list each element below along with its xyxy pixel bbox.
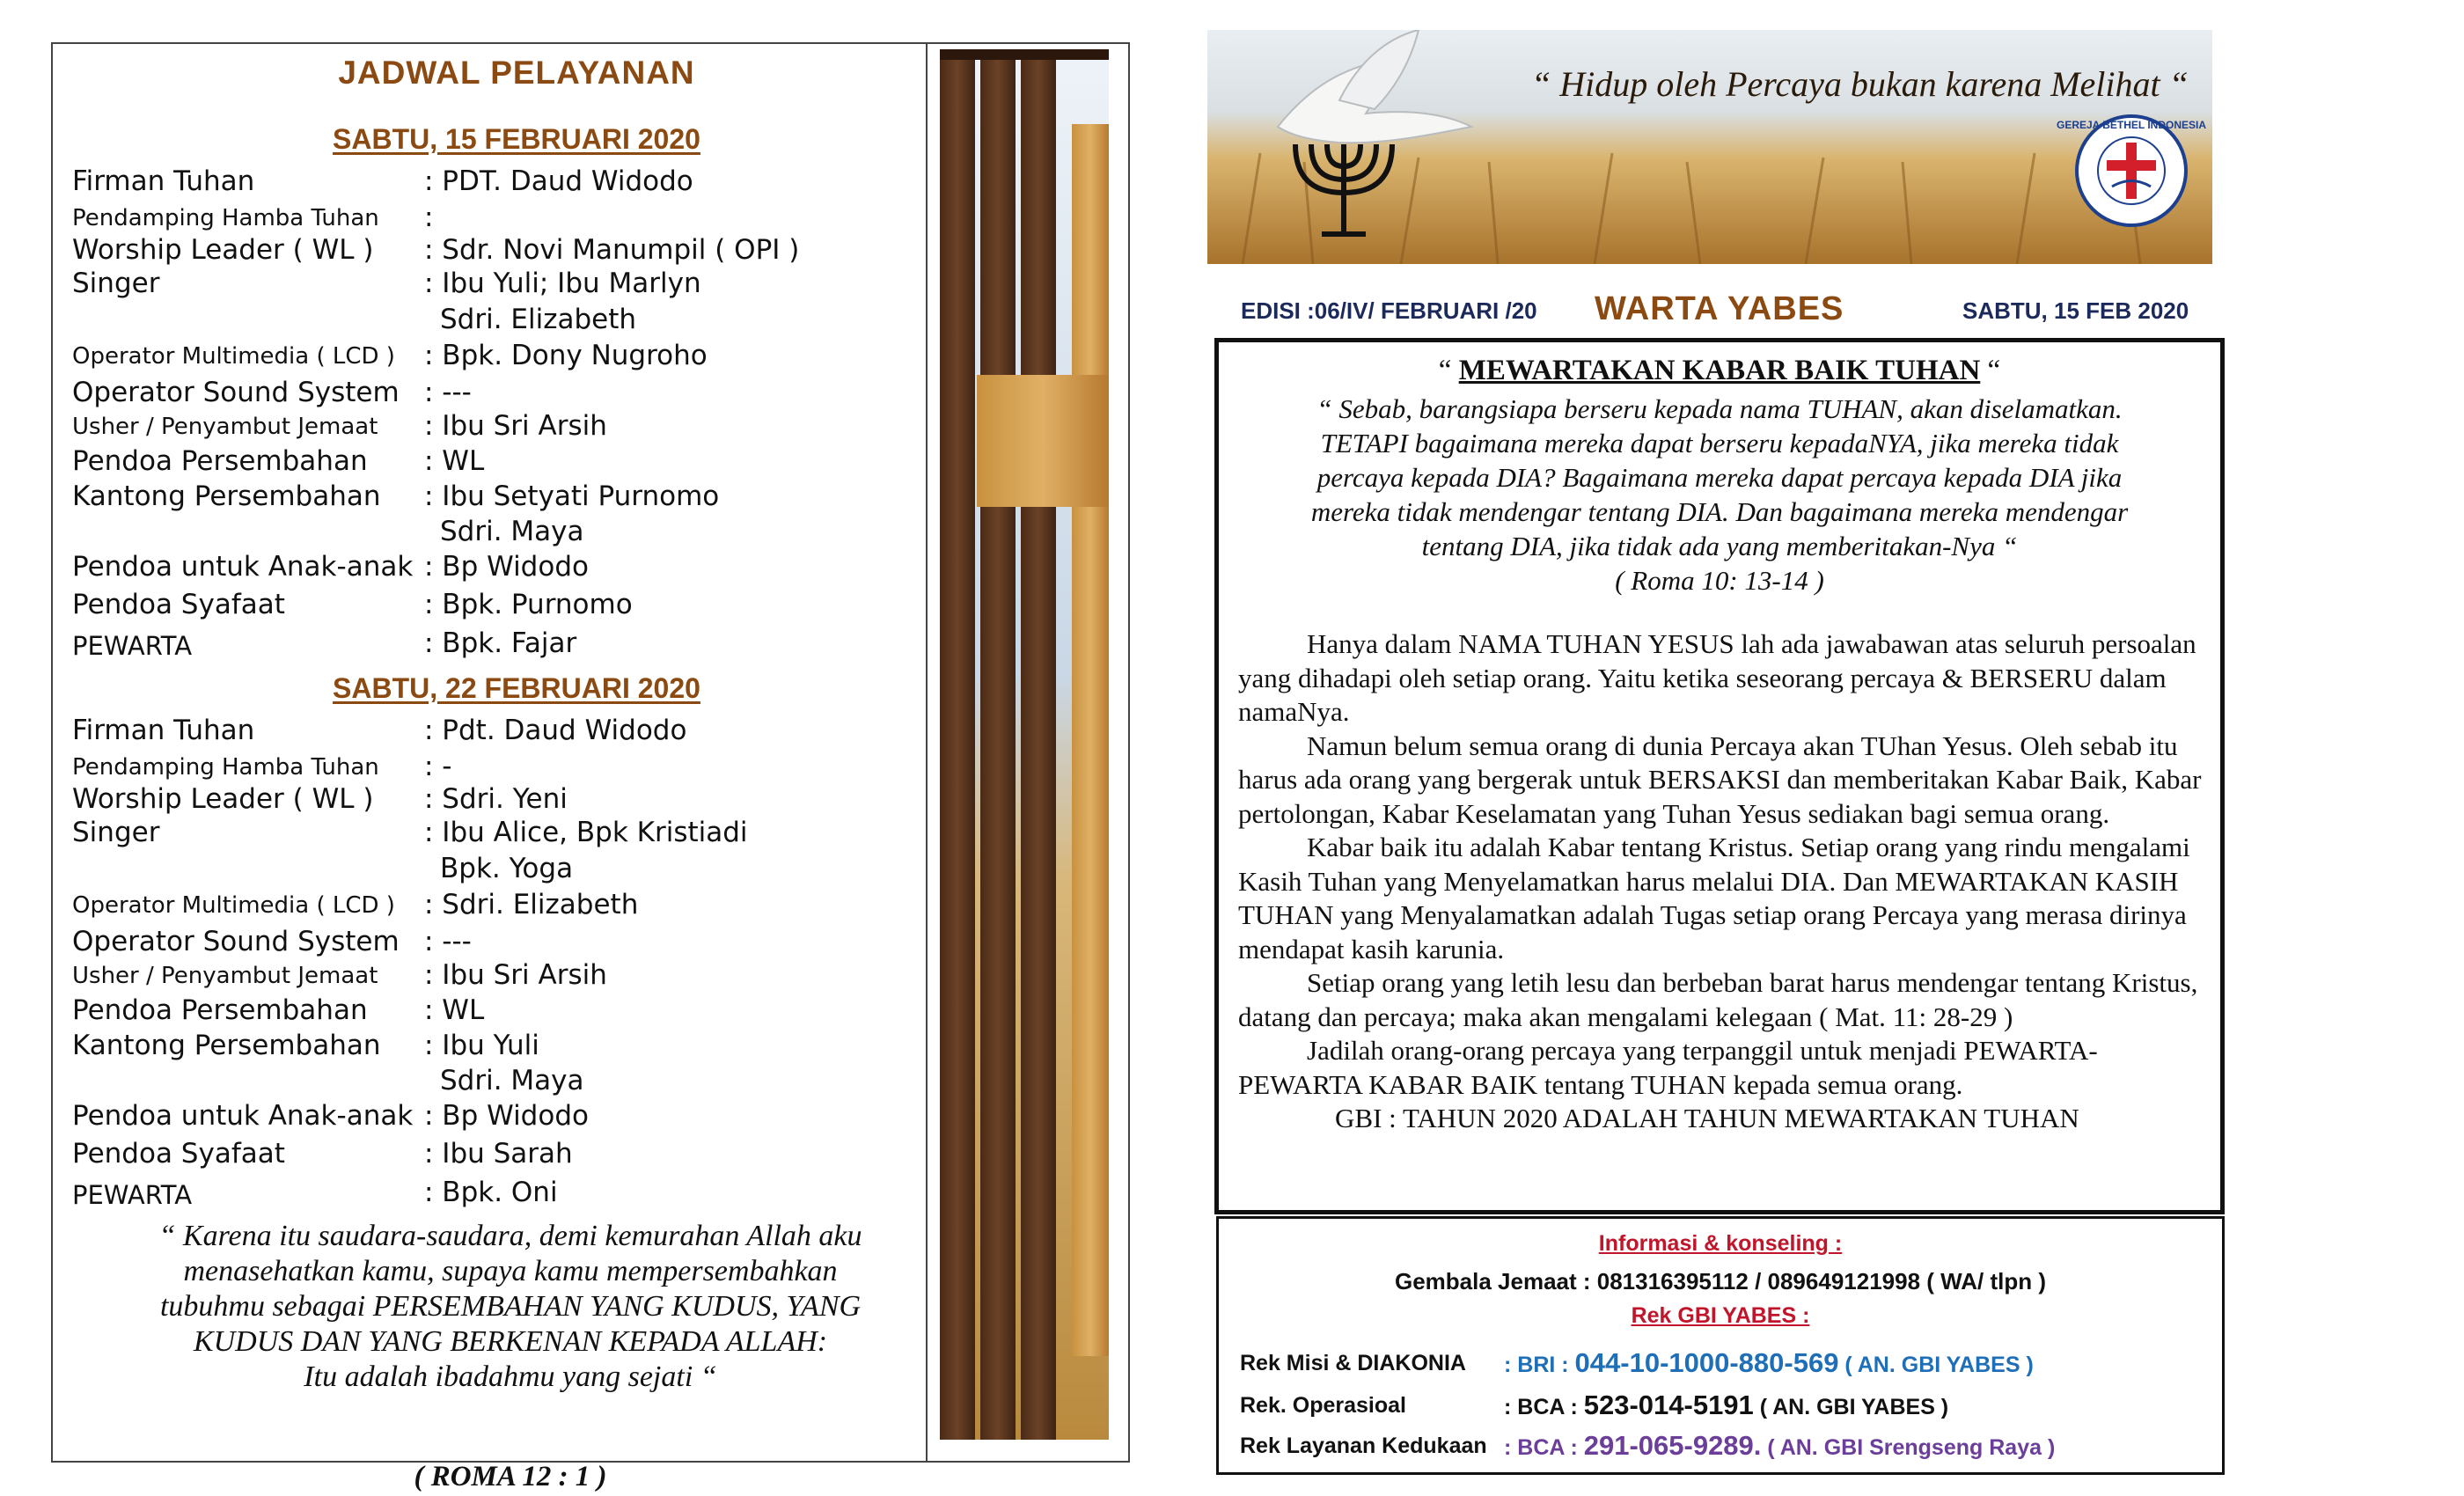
role-label: Pendoa Persembahan: [72, 445, 368, 477]
bank-account-row: [1219, 1347, 2222, 1382]
schedule-row: [72, 959, 961, 993]
role-value: : Bpk. Oni: [424, 1177, 558, 1208]
role-label: Pendoa Syafaat: [72, 589, 285, 620]
info-box: [1216, 1216, 2225, 1475]
account-label: Rek Misi & DIAKONIA: [1240, 1351, 1466, 1375]
account-holder: ( AN. GBI Srengseng Raya ): [1761, 1435, 2056, 1460]
info-heading: Informasi & konseling :: [1598, 1231, 1843, 1256]
schedule-row: [72, 783, 961, 817]
role-label: Pendamping Hamba Tuhan: [72, 754, 379, 781]
message-verse-line: mereka tidak mendengar tentang DIA. Dan bagaimana mereka mendengar: [1310, 496, 2129, 527]
role-label: Operator Multimedia ( LCD ): [72, 343, 395, 370]
bank-name: : BCA :: [1504, 1395, 1584, 1419]
message-verse-line: percaya kepada DIA? Bagaimana mereka dapat percaya kepada DIA jika: [1316, 462, 2123, 493]
verse-line: Itu adalah ibadahmu yang sejati “: [304, 1360, 717, 1393]
schedule-row: [72, 410, 961, 444]
role-value: : Bp Widodo: [424, 1100, 589, 1132]
role-value: Sdri. Maya: [440, 1065, 584, 1096]
message-verse-line: tentang DIA, jika tidak ada yang memberitakan-Nya “: [1421, 531, 2018, 561]
schedule-row: [72, 202, 961, 235]
message-paragraph: Hanya dalam NAMA TUHAN YESUS lah ada jawabawan atas seluruh persoalan yang dihadapi oleh setiap orang. Yaitu ketika seseorang percaya & BERSERU dalam namaNya.: [1238, 628, 2196, 727]
message-verse-line: ( Roma 10: 13-14 ): [1615, 565, 1824, 596]
schedule-row: [72, 751, 961, 784]
title-quote-open: “: [1438, 355, 1459, 386]
role-value: : Ibu Sri Arsih: [424, 959, 607, 991]
verse-line: menasehatkan kamu, supaya kamu mempersembahkan: [183, 1255, 838, 1287]
wood-cross-decoration: [940, 49, 1109, 1440]
schedule-row: [72, 516, 961, 549]
role-value: Bpk. Yoga: [440, 853, 574, 884]
left-verse: [106, 1219, 915, 1395]
role-label: Operator Multimedia ( LCD ): [72, 892, 395, 919]
message-title-text: MEWARTAKAN KABAR BAIK TUHAN: [1458, 355, 1981, 386]
schedule-row: [72, 627, 961, 661]
message-box: [1214, 338, 2225, 1214]
schedule-row: [72, 926, 961, 959]
schedule-row: [72, 715, 961, 748]
role-value: : WL: [424, 994, 485, 1026]
verse-line: tubuhmu sebagai PERSEMBAHAN YANG KUDUS, YANG: [159, 1290, 862, 1323]
account-value: [1504, 1430, 2055, 1462]
role-value: : Ibu Sri Arsih: [424, 410, 607, 442]
schedule-row: [72, 853, 961, 886]
role-label: Pendoa untuk Anak-anak: [72, 551, 414, 583]
role-value: : Ibu Alice, Bpk Kristiadi: [424, 817, 748, 848]
role-label: PEWARTA: [72, 1180, 193, 1210]
schedule-row: [72, 340, 961, 373]
role-label: Usher / Penyambut Jemaat: [72, 414, 378, 440]
schedule-row: [72, 1100, 961, 1133]
gbi-logo-text: GEREJA BETHEL INDONESIA: [2056, 119, 2207, 131]
account-number: 523-014-5191: [1583, 1390, 1754, 1420]
message-paragraph: Setiap orang yang letih lesu dan berbeban barat harus mendengar tentang Kristus, datang dan percaya; maka akan mengalami kelegaan ( Mat. 11: 28-29 ): [1238, 967, 2198, 1032]
role-label: Singer: [72, 817, 160, 848]
edition-date: SABTU, 15 FEB 2020: [1962, 297, 2189, 324]
schedule-row: [72, 1030, 961, 1063]
role-value: : Bpk. Dony Nugroho: [424, 340, 708, 371]
bulletin-title: WARTA YABES: [1595, 290, 1844, 327]
account-holder: ( AN. GBI YABES ): [1753, 1395, 1949, 1419]
message-paragraph: Jadilah orang-orang percaya yang terpanggil untuk menjadi PEWARTA-PEWARTA KABAR BAIK tentang TUHAN kepada semua orang.: [1238, 1035, 2098, 1100]
schedule-row: [72, 480, 961, 514]
schedule-row: [72, 165, 961, 199]
schedule-row: [72, 817, 961, 850]
message-title: [1219, 355, 2220, 387]
account-heading: Rek GBI YABES :: [1631, 1303, 1810, 1328]
account-number: 044-10-1000-880-569: [1574, 1347, 1839, 1378]
role-value: Sdri. Maya: [440, 516, 584, 547]
role-label: Kantong Persembahan: [72, 1030, 381, 1061]
role-value: : WL: [424, 445, 485, 477]
schedule-row: [72, 377, 961, 410]
bank-account-row: [1219, 1390, 2222, 1425]
schedule-row: [72, 445, 961, 479]
role-value: : Bpk. Purnomo: [424, 589, 633, 620]
message-verse-line: TETAPI bagaimana mereka dapat berseru kepadaNYA, jika mereka tidak: [1320, 428, 2119, 458]
account-holder: ( AN. GBI YABES ): [1838, 1353, 2034, 1377]
role-value: Sdri. Elizabeth: [440, 304, 637, 335]
account-value: [1504, 1347, 2034, 1379]
role-value: : ---: [424, 377, 472, 408]
role-label: Operator Sound System: [72, 377, 400, 408]
role-value: : Sdri. Yeni: [424, 783, 568, 815]
role-label: Pendoa Syafaat: [72, 1138, 285, 1170]
account-value: [1504, 1390, 1948, 1421]
pastor-contact: Gembala Jemaat : 081316395112 / 089649121998 ( WA/ tlpn ): [1394, 1268, 2046, 1294]
role-label: Kantong Persembahan: [72, 480, 381, 512]
schedule-date: SABTU, 15 FEBRUARI 2020: [333, 123, 700, 155]
role-value: : Bpk. Fajar: [424, 627, 577, 659]
schedule-row: [72, 304, 961, 337]
message-verse: [1254, 392, 2185, 598]
panel-divider: [926, 42, 928, 1463]
bank-name: : BRI :: [1504, 1353, 1575, 1377]
role-label: Operator Sound System: [72, 926, 400, 957]
message-paragraph: Kabar baik itu adalah Kabar tentang Kristus. Setiap orang yang rindu mengalami Kasih Tuhan yang Menyelamatkan harus melalui DIA. Dan MEWARTAKAN KASIH TUHAN yang Menyalamatkan adalah Tugas setiap orang Percaya yang merasa dirinya mendapat kasih karunia.: [1238, 832, 2190, 964]
role-value: : Pdt. Daud Widodo: [424, 715, 687, 746]
schedule-row: [72, 268, 961, 301]
role-label: Pendoa Persembahan: [72, 994, 368, 1026]
role-value: : Bp Widodo: [424, 551, 589, 583]
edition-number: EDISI :06/IV/ FEBRUARI /20: [1241, 297, 1537, 324]
role-value: : Sdri. Elizabeth: [424, 889, 639, 920]
role-value: : PDT. Daud Widodo: [424, 165, 693, 197]
schedule-title: JADWAL PELAYANAN: [338, 55, 695, 91]
message-verse-line: “ Sebab, barangsiapa berseru kepada nama TUHAN, akan diselamatkan.: [1316, 393, 2123, 424]
bank-account-row: [1219, 1430, 2222, 1465]
role-label: Pendoa untuk Anak-anak: [72, 1100, 414, 1132]
schedule-date: SABTU, 22 FEBRUARI 2020: [333, 672, 700, 704]
role-value: : Ibu Setyati Purnomo: [424, 480, 720, 512]
schedule-row: [72, 1177, 961, 1210]
schedule-row: [72, 589, 961, 622]
role-label: Firman Tuhan: [72, 165, 255, 197]
bank-name: : BCA :: [1504, 1435, 1584, 1460]
verse-line: “ Karena itu saudara-saudara, demi kemurahan Allah aku: [158, 1220, 862, 1252]
left-verse-reference: ( ROMA 12 : 1 ): [414, 1461, 607, 1492]
message-paragraph: Namun belum semua orang di dunia Percaya akan TUhan Yesus. Oleh sebab itu harus ada orang yang bergerak untuk BERSAKSI dan memberitakan Kabar Baik, Kabar pertolongan, Kabar Keselamatan yang Tuhan Yesus sediakan bagi semua orang.: [1238, 730, 2202, 829]
schedule-row: [72, 889, 961, 922]
role-value: : -: [424, 751, 452, 782]
account-label: Rek Layanan Kedukaan: [1240, 1434, 1487, 1458]
role-value: : Ibu Yuli; Ibu Marlyn: [424, 268, 701, 299]
schedule-row: [72, 551, 961, 584]
role-value: : Sdr. Novi Manumpil ( OPI ): [424, 234, 800, 266]
banner-quote: “ Hidup oleh Percaya bukan karena Melihat “: [1531, 64, 2189, 104]
role-value: : ---: [424, 926, 472, 957]
role-label: Usher / Penyambut Jemaat: [72, 963, 378, 989]
schedule-row: [72, 1065, 961, 1098]
role-label: Pendamping Hamba Tuhan: [72, 205, 379, 231]
schedule-row: [72, 1138, 961, 1171]
role-value: : Ibu Sarah: [424, 1138, 573, 1170]
role-label: Worship Leader ( WL ): [72, 783, 374, 815]
account-number: 291-065-9289.: [1583, 1430, 1762, 1461]
message-closing: GBI : TAHUN 2020 ADALAH TAHUN MEWARTAKAN TUHAN: [1335, 1103, 2079, 1133]
message-body: [1238, 627, 2204, 1136]
schedule-row: [72, 994, 961, 1028]
title-quote-close: “: [1980, 355, 2001, 386]
verse-line: KUDUS DAN YANG BERKENAN KEPADA ALLAH:: [193, 1325, 828, 1358]
role-value: : Ibu Yuli: [424, 1030, 539, 1061]
role-label: PEWARTA: [72, 631, 193, 661]
role-label: Singer: [72, 268, 160, 299]
account-label: Rek. Operasioal: [1240, 1393, 1406, 1418]
role-value: :: [424, 202, 434, 233]
role-label: Firman Tuhan: [72, 715, 255, 746]
role-label: Worship Leader ( WL ): [72, 234, 374, 266]
schedule-row: [72, 234, 961, 268]
